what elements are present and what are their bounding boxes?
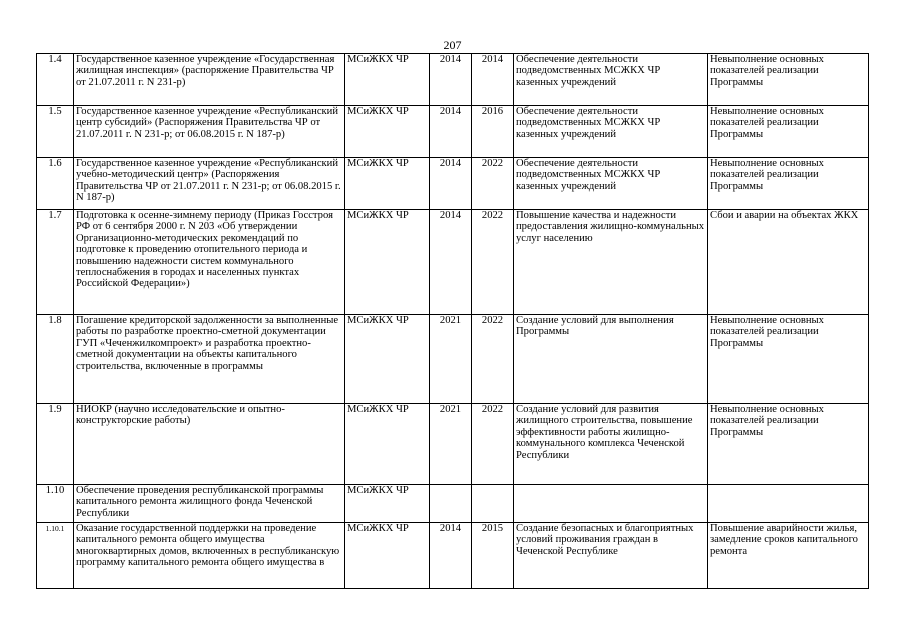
start-year: 2014 bbox=[430, 106, 472, 158]
end-year: 2022 bbox=[472, 210, 514, 315]
non-implementation-risk: Невыполнение основных показателей реализации Программы bbox=[708, 106, 869, 158]
executor: МСиЖКХ ЧР bbox=[345, 523, 430, 589]
table-row bbox=[37, 523, 869, 589]
row-number: 1.5 bbox=[37, 106, 74, 158]
non-implementation-risk: Повышение аварийности жилья, замедление сроков капитального ремонта bbox=[708, 523, 869, 589]
start-year: 2014 bbox=[430, 54, 472, 106]
measure-name: Государственное казенное учреждение «Государственная жилищная инспекция» (распоряжение Правительства ЧР от 21.07.2011 г. N 231-р) bbox=[74, 54, 345, 106]
table-row bbox=[37, 485, 869, 523]
expected-result: Повышение качества и надежности предоставления жилищно-коммунальных услуг населению bbox=[514, 210, 708, 315]
executor: МСиЖКХ ЧР bbox=[345, 485, 430, 523]
expected-result bbox=[514, 485, 708, 523]
start-year: 2014 bbox=[430, 210, 472, 315]
program-measures-table bbox=[36, 53, 869, 589]
end-year bbox=[472, 485, 514, 523]
end-year: 2016 bbox=[472, 106, 514, 158]
non-implementation-risk bbox=[708, 485, 869, 523]
end-year: 2022 bbox=[472, 158, 514, 210]
expected-result: Обеспечение деятельности подведомственных МСЖКХ ЧР казенных учреждений bbox=[514, 54, 708, 106]
measure-name: Погашение кредиторской задолженности за выполненные работы по разработке проектно-сметной документации ГУП «Чеченжилкомпроект» и разработка проектно-сметной документации на объекты капитального строительства, включенные в программы bbox=[74, 315, 345, 404]
table-row bbox=[37, 404, 869, 485]
non-implementation-risk: Невыполнение основных показателей реализации Программы bbox=[708, 404, 869, 485]
row-number: 1.8 bbox=[37, 315, 74, 404]
expected-result: Создание безопасных и благоприятных условий проживания граждан в Чеченской Республике bbox=[514, 523, 708, 589]
row-number: 1.6 bbox=[37, 158, 74, 210]
row-number: 1.10 bbox=[37, 485, 74, 523]
row-number: 1.10.1 bbox=[37, 523, 74, 589]
row-number: 1.4 bbox=[37, 54, 74, 106]
measure-name: Государственное казенное учреждение «Республиканский учебно-методический центр» (Распоряжения Правительства ЧР от 21.07.2011 г. N 231-р; от 06.08.2015 г. N 187-р) bbox=[74, 158, 345, 210]
start-year: 2021 bbox=[430, 404, 472, 485]
measure-name: Государственное казенное учреждение «Республиканский центр субсидий» (Распоряжения Правительства ЧР от 21.07.2011 г. N 231-р; от 06.08.2015 г. N 187-р) bbox=[74, 106, 345, 158]
start-year bbox=[430, 485, 472, 523]
row-number: 1.7 bbox=[37, 210, 74, 315]
executor: МСиЖКХ ЧР bbox=[345, 54, 430, 106]
expected-result: Создание условий для выполнения Программы bbox=[514, 315, 708, 404]
end-year: 2022 bbox=[472, 315, 514, 404]
non-implementation-risk: Невыполнение основных показателей реализации Программы bbox=[708, 158, 869, 210]
measure-name: Подготовка к осенне-зимнему периоду (Приказ Госстроя РФ от 6 сентября 2000 г. N 203 «Об утверждении Организационно-методических рекомендаций по подготовке к проведению отопительного периода и повышению надежности систем коммунального теплоснабжения в городах и населенных пунктах Российской Федерации») bbox=[74, 210, 345, 315]
start-year: 2021 bbox=[430, 315, 472, 404]
table-row bbox=[37, 315, 869, 404]
table-row bbox=[37, 54, 869, 106]
start-year: 2014 bbox=[430, 158, 472, 210]
non-implementation-risk: Невыполнение основных показателей реализации Программы bbox=[708, 54, 869, 106]
expected-result: Обеспечение деятельности подведомственных МСЖКХ ЧР казенных учреждений bbox=[514, 106, 708, 158]
expected-result: Создание условий для развития жилищного строительства, повышение эффективности работы жилищно-коммунального комплекса Чеченской Республики bbox=[514, 404, 708, 485]
executor: МСиЖКХ ЧР bbox=[345, 404, 430, 485]
end-year: 2015 bbox=[472, 523, 514, 589]
expected-result: Обеспечение деятельности подведомственных МСЖКХ ЧР казенных учреждений bbox=[514, 158, 708, 210]
non-implementation-risk: Сбои и аварии на объектах ЖКХ bbox=[708, 210, 869, 315]
measure-name: НИОКР (научно исследовательские и опытно-конструкторские работы) bbox=[74, 404, 345, 485]
executor: МСиЖКХ ЧР bbox=[345, 210, 430, 315]
end-year: 2014 bbox=[472, 54, 514, 106]
measure-name: Обеспечение проведения республиканской программы капитального ремонта жилищного фонда Чеченской Республики bbox=[74, 485, 345, 523]
executor: МСиЖКХ ЧР bbox=[345, 106, 430, 158]
end-year: 2022 bbox=[472, 404, 514, 485]
executor: МСиЖКХ ЧР bbox=[345, 315, 430, 404]
row-number: 1.9 bbox=[37, 404, 74, 485]
table-row bbox=[37, 210, 869, 315]
table-row bbox=[37, 158, 869, 210]
executor: МСиЖКХ ЧР bbox=[345, 158, 430, 210]
start-year: 2014 bbox=[430, 523, 472, 589]
non-implementation-risk: Невыполнение основных показателей реализации Программы bbox=[708, 315, 869, 404]
page-number: 207 bbox=[443, 38, 462, 52]
measure-name: Оказание государственной поддержки на проведение капитального ремонта общего имущества многоквартирных домов, включенных в республиканскую программу капитального ремонта общего имущества в bbox=[74, 523, 345, 589]
table-row bbox=[37, 106, 869, 158]
